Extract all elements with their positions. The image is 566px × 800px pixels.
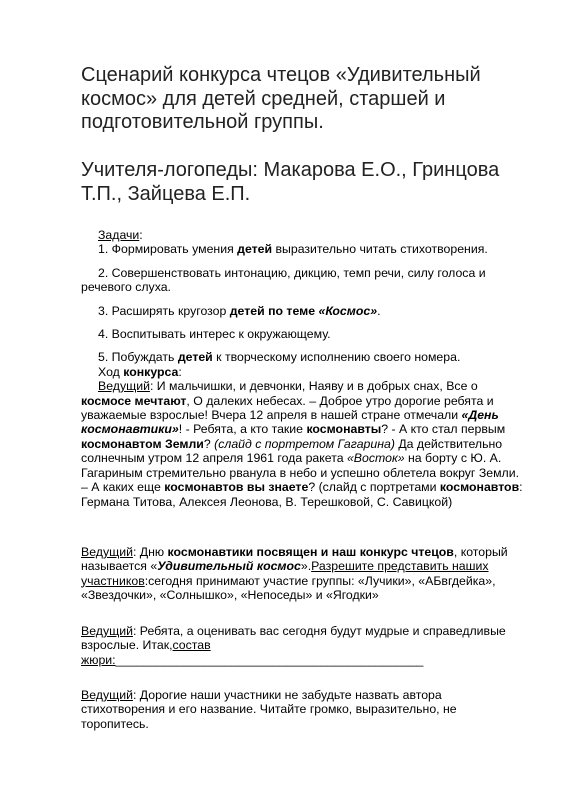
speaker-paragraph-4: Ведущий: Дорогие наши участники не забудьте назвать автора стихотворения и его название. Читайте громко, выразительно, не торопитесь. [81, 688, 457, 731]
task-item-5: 5. Побуждать детей к творческому исполнению своего номера. [98, 350, 461, 365]
speaker-paragraph-1: Ведущий: И мальчишки, и девчонки, Наяву и в добрых снах, Все о космосе мечтают, О далеких небесах. – Доброе утро дорогие ребята и уважаемые взрослые! Вчера 12 апреля в нашей стране отмечали «День космонавтики»! - Ребята, а кто такие космонавты? - А кто стал первым космонавтом Земли? (слайд с портретом Гагарина) Да действительно солнечным утром 12 апреля 1961 года ракета «Восток» на борту с Ю. А. Гагариным стремительно рванула в небо и успешно облетела вокруг Земли. – А каких еще космонавтов вы знаете? (слайд с портретами космонавтов: Германа Титова, Алексея Леонова, В. Терешковой, С. Савицкой) [81, 379, 523, 509]
task-item-3: 3. Расширять кругозор детей по теме «Космос». [98, 303, 381, 318]
tasks-section: Задачи: 1. Формировать умения детей выразительно читать стихотворения. 2. Совершенствовать интонацию, дикцию, темп речи, силу голоса и речевого слуха. 3. Расширять кругозор детей по теме «Космос». 4. Воспитывать интерес к окружающему. 5. Побуждать детей к творческому исполнению своего номера. Ход конкурса: Ведущий: И мальчишки, и девчонки, Наяву и в добрых снах, Все о космосе мечтают, О далеких небесах. – Доброе утро дорогие ребята и уважаемые взрослые! Вчера 12 апреля в нашей стране отмечали «День космонавтики»! - Ребята, а кто такие космонавты? - А кто стал первым космонавтом Земли? (слайд с портретом Гагарина) Да действительно солнечным утром 12 апреля 1961 года ракета «Восток» на борту с Ю. А. Гагариным стремительно рванула в небо и успешно облетела вокруг Земли. – А каких еще космонавтов вы знаете? (слайд с портретами космонавтов: Германа Титова, Алексея Леонова, В. Терешковой, С. Савицкой) [81, 228, 525, 509]
task-item-2: 2. Совершенствовать интонацию, дикцию, темп речи, силу голоса и речевого слуха. [81, 265, 486, 295]
speaker-paragraph-3: Ведущий: Ребята, а оценивать вас сегодня будут мудрые и справедливые взрослые. Итак,состав жюри:_____________________________________________ [81, 624, 506, 667]
document-authors: Учителя-логопеды: Макарова Е.О., Гринцова Т.П., Зайцева Е.П. [81, 159, 500, 205]
tasks-label: Задачи [98, 228, 140, 242]
course-heading: Ход конкурса: [98, 364, 182, 379]
task-item-1: 1. Формировать умения детей выразительно читать стихотворения. [98, 242, 488, 257]
task-item-4: 4. Воспитывать интерес к окружающему. [98, 327, 331, 342]
document-title: Сценарий конкурса чтецов «Удивительный космос» для детей средней, старшей и подготовительной группы. [81, 64, 481, 133]
speaker-paragraph-2: Ведущий: Дню космонавтики посвящен и наш конкурс чтецов, который называется «Удивительный космос».Разрешите представить наших участников:сегодня принимают участие группы: «Лучики», «АБвгдейка», «Звездочки», «Солнышко», «Непоседы» и «Ягодки» [81, 545, 508, 603]
